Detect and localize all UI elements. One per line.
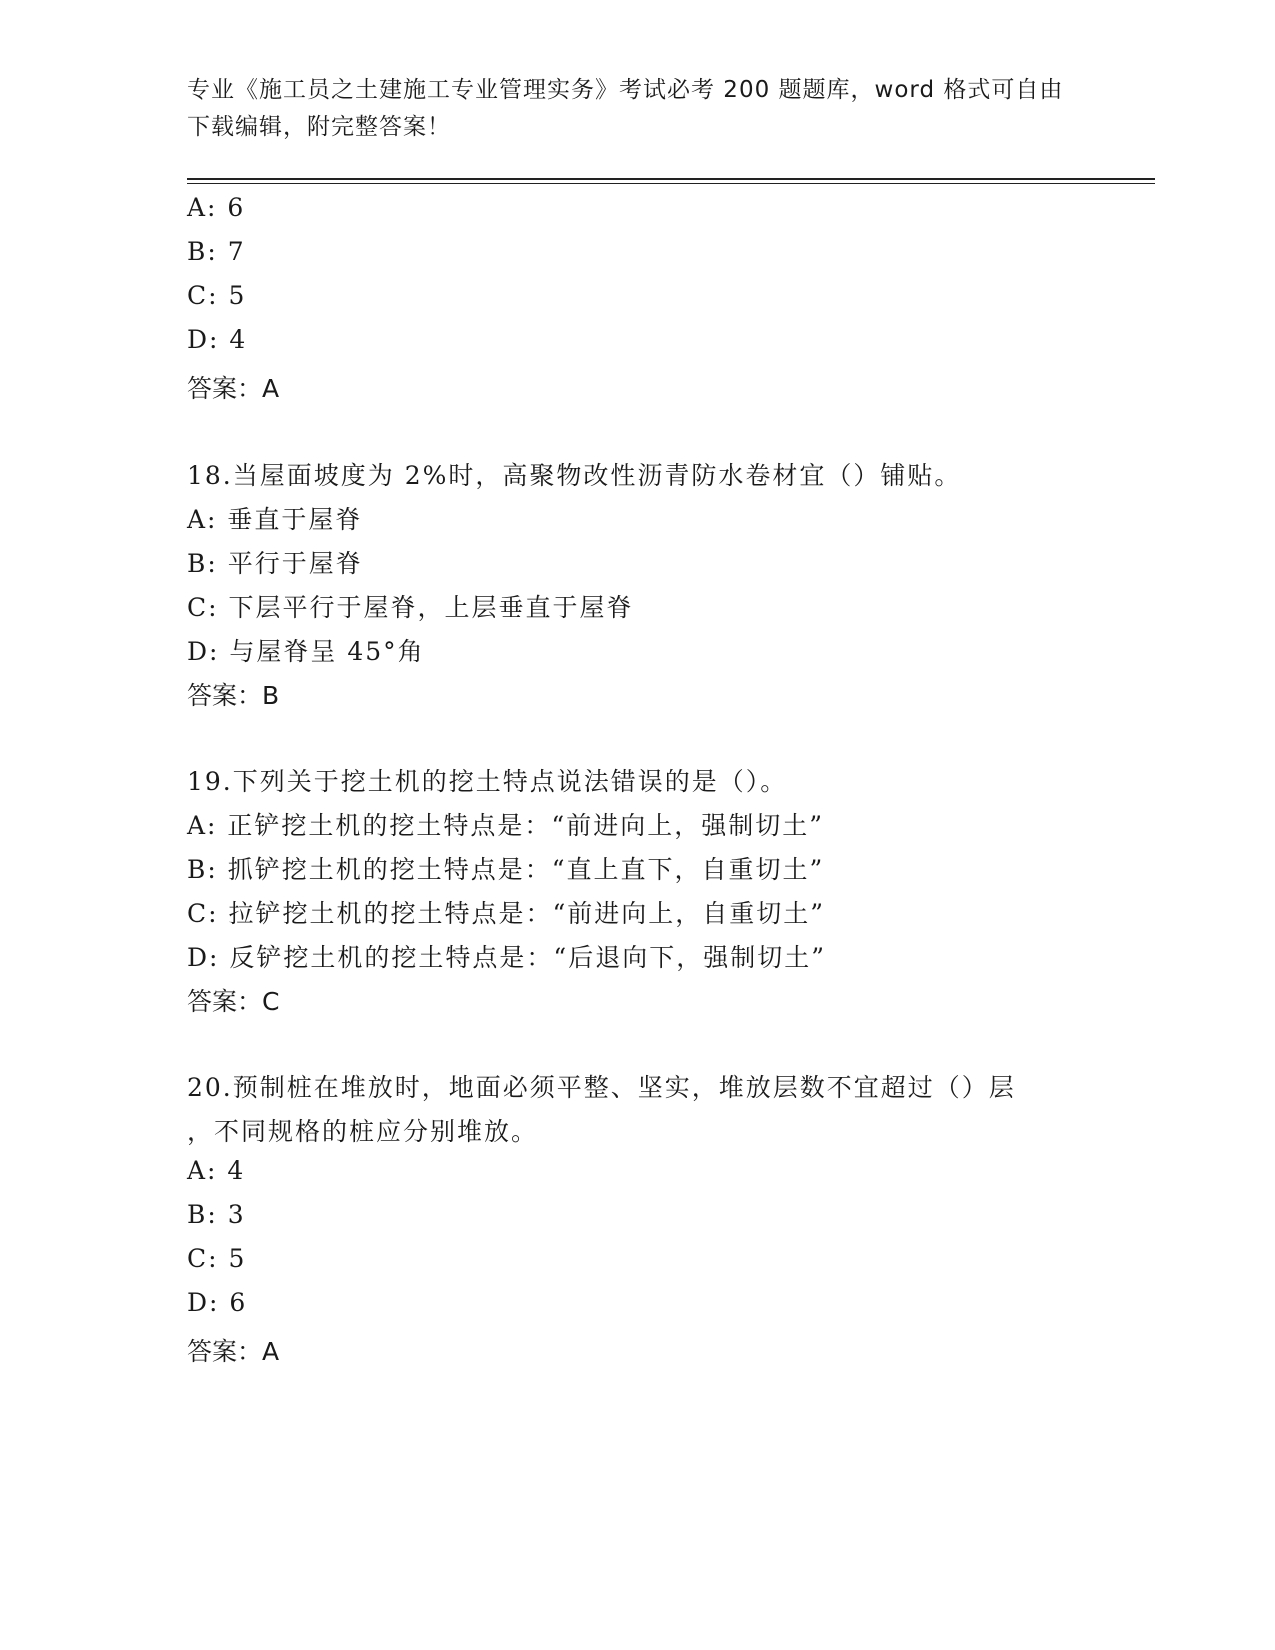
q17-option-c: C: 5 [187, 281, 247, 310]
q18-option-c: C: 下层平行于屋脊，上层垂直于屋脊 [187, 593, 634, 622]
q18-option-b: B: 平行于屋脊 [187, 549, 363, 578]
q18-option-a: A: 垂直于屋脊 [187, 505, 363, 534]
q18-option-d: D: 与屋脊呈 45°角 [187, 637, 425, 666]
q20-option-a: A: 4 [187, 1156, 246, 1185]
q19-option-b: B: 抓铲挖土机的挖土特点是：“直上直下，自重切土” [187, 855, 825, 884]
q18-question: 18.当屋面坡度为 2%时，高聚物改性沥青防水卷材宜（）铺贴。 [187, 461, 962, 490]
header-line-1: 专业《施工员之土建施工专业管理实务》考试必考 200 题题库，word 格式可自由 [187, 77, 1064, 103]
q19-question: 19.下列关于挖土机的挖土特点说法错误的是（）。 [187, 767, 788, 796]
q20-question-line-2: ，不同规格的桩应分别堆放。 [187, 1117, 539, 1146]
header-divider-thin [187, 183, 1155, 184]
q20-answer: 答案：A [187, 1337, 280, 1366]
q19-option-c: C: 拉铲挖土机的挖土特点是：“前进向上，自重切土” [187, 899, 826, 928]
q20-option-d: D: 6 [187, 1288, 248, 1317]
q17-answer: 答案：A [187, 374, 280, 403]
q19-answer: 答案：C [187, 987, 280, 1016]
q17-option-a: A: 6 [187, 193, 246, 222]
q20-option-b: B: 3 [187, 1200, 246, 1229]
q20-question-line-1: 20.预制桩在堆放时，地面必须平整、坚实，堆放层数不宜超过（）层 [187, 1073, 1016, 1102]
q17-option-d: D: 4 [187, 325, 248, 354]
header-line-2: 下载编辑，附完整答案！ [187, 114, 451, 140]
q19-option-a: A: 正铲挖土机的挖土特点是：“前进向上，强制切土” [187, 811, 824, 840]
q18-answer: 答案：B [187, 681, 280, 710]
document-header [187, 72, 1067, 146]
q17-option-b: B: 7 [187, 237, 246, 266]
q20-option-c: C: 5 [187, 1244, 247, 1273]
header-divider-thick [187, 178, 1155, 180]
q19-option-d: D: 反铲挖土机的挖土特点是：“后退向下，强制切土” [187, 943, 826, 972]
